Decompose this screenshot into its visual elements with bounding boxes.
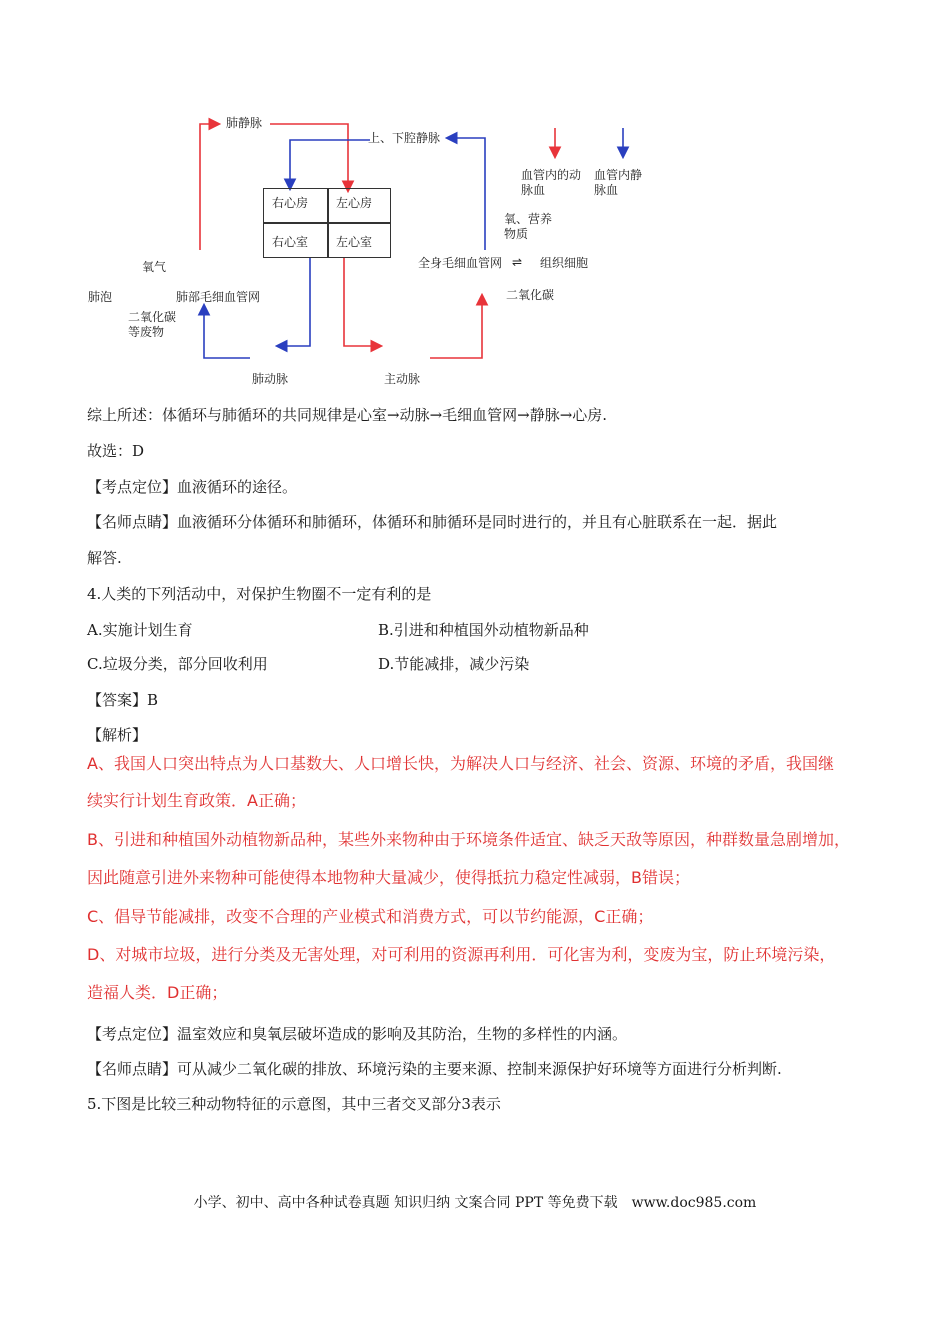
legend-venous-label: 血管内静脉血 [594, 168, 643, 197]
lung-to-pulmonary-vein-arrow [200, 124, 218, 250]
right-atrium-label: 右心房 [272, 196, 309, 210]
analysis-d-line-1: D、对城市垃圾，进行分类及无害处理，对可利用的资源再利用．可化害为利，变废为宝，防止环境污染， [87, 945, 836, 964]
pulmonary-artery-to-lung-arrow [204, 306, 250, 358]
capillary-to-vena-cava-arrow [448, 138, 485, 250]
alveoli-label: 肺泡 [88, 290, 113, 304]
pulmonary-vein-to-left-atrium-arrow [270, 124, 348, 190]
blood-circulation-diagram [80, 100, 660, 395]
aorta-label: 主动脉 [384, 372, 421, 386]
right-ventricle-to-pulmonary-artery-arrow [278, 258, 310, 346]
question-5: 5.下图是比较三种动物特征的示意图，其中三者交叉部分3表示 [87, 1095, 501, 1113]
page-footer: 小学、初中、高中各种试卷真题 知识归纳 文案合同 PPT 等免费下载 www.doc985.com [193, 1195, 757, 1211]
teacher-tip-1-line-2: 解答. [87, 549, 122, 567]
answer-text: 【答案】B [87, 691, 159, 709]
key-point-2: 【考点定位】温室效应和臭氧层破坏造成的影响及其防治，生物的多样性的内涵。 [87, 1025, 628, 1043]
analysis-c-line: C、倡导节能减排，改变不合理的产业模式和消费方式，可以节约能源，C正确； [87, 907, 654, 926]
pulmonary-artery-label: 肺动脉 [252, 372, 289, 386]
analysis-a-line-1: A、我国人口突出特点为人口基数大、人口增长快，为解决人口与经济、社会、资源、环境的矛盾，我国继 [87, 754, 834, 773]
analysis-d-line-2: 造福人类．D正确； [87, 983, 228, 1002]
analysis-a-line-2: 续实行计划生育政策．A正确； [87, 791, 306, 810]
oxygen-label: 氧气 [142, 260, 167, 274]
systemic-capillary-label: 全身毛细血管网 [418, 256, 503, 270]
vena-cava-label: 上、下腔静脉 [368, 131, 441, 145]
left-ventricle-to-aorta-arrow [344, 258, 380, 346]
question-4-option-a: A.实施计划生育 [87, 621, 193, 639]
exchange-symbol: ⇌ [512, 255, 523, 269]
right-ventricle-label: 右心室 [272, 235, 309, 249]
question-4-option-b: B.引进和种植国外动植物新品种 [378, 621, 589, 639]
analysis-b-line-2: 因此随意引进外来物种可能使得本地物种大量减少，使得抵抗力稳定性减弱，B错误； [87, 868, 690, 887]
choice-text: 故选：D [87, 442, 145, 460]
teacher-tip-1-line-1: 【名师点睛】血液循环分体循环和肺循环，体循环和肺循环是同时进行的，并且有心脏联系在一起．据此 [87, 513, 778, 531]
oxygen-nutrients-label: 氧、营养物质 [504, 212, 553, 241]
aorta-to-capillary-arrow [430, 296, 482, 358]
key-point-1: 【考点定位】血液循环的途径。 [87, 478, 298, 496]
left-atrium-label: 左心房 [336, 196, 373, 210]
analysis-b-line-1: B、引进和种植国外动植物新品种，某些外来物种由于环境条件适宜、缺乏天敌等原因，种群数量急剧增加， [87, 830, 850, 849]
vena-cava-to-right-atrium-arrow [290, 140, 370, 188]
question-4-option-c: C.垃圾分类，部分回收利用 [87, 655, 268, 673]
lung-capillary-label: 肺部毛细血管网 [176, 290, 261, 304]
analysis-heading: 【解析】 [87, 726, 148, 744]
question-4: 4.人类的下列活动中，对保护生物圈不一定有利的是 [87, 585, 432, 603]
heart-horizontal-divider [264, 222, 390, 224]
co2-label: 二氧化碳 [506, 288, 555, 302]
left-ventricle-label: 左心室 [336, 235, 373, 249]
tissue-cells-label: 组织细胞 [540, 256, 589, 270]
pulmonary-vein-label: 肺静脉 [226, 116, 263, 130]
co2-waste-label: 二氧化碳等废物 [128, 310, 177, 339]
legend-arterial-label: 血管内的动脉血 [521, 168, 582, 197]
teacher-tip-2: 【名师点睛】可从减少二氧化碳的排放、环境污染的主要来源、控制来源保护好环境等方面进行分析判断. [87, 1060, 782, 1078]
heart-chambers [263, 188, 391, 258]
summary-text: 综上所述：体循环与肺循环的共同规律是心室→动脉→毛细血管网→静脉→心房. [87, 406, 608, 424]
question-4-option-d: D.节能减排，减少污染 [378, 655, 530, 673]
